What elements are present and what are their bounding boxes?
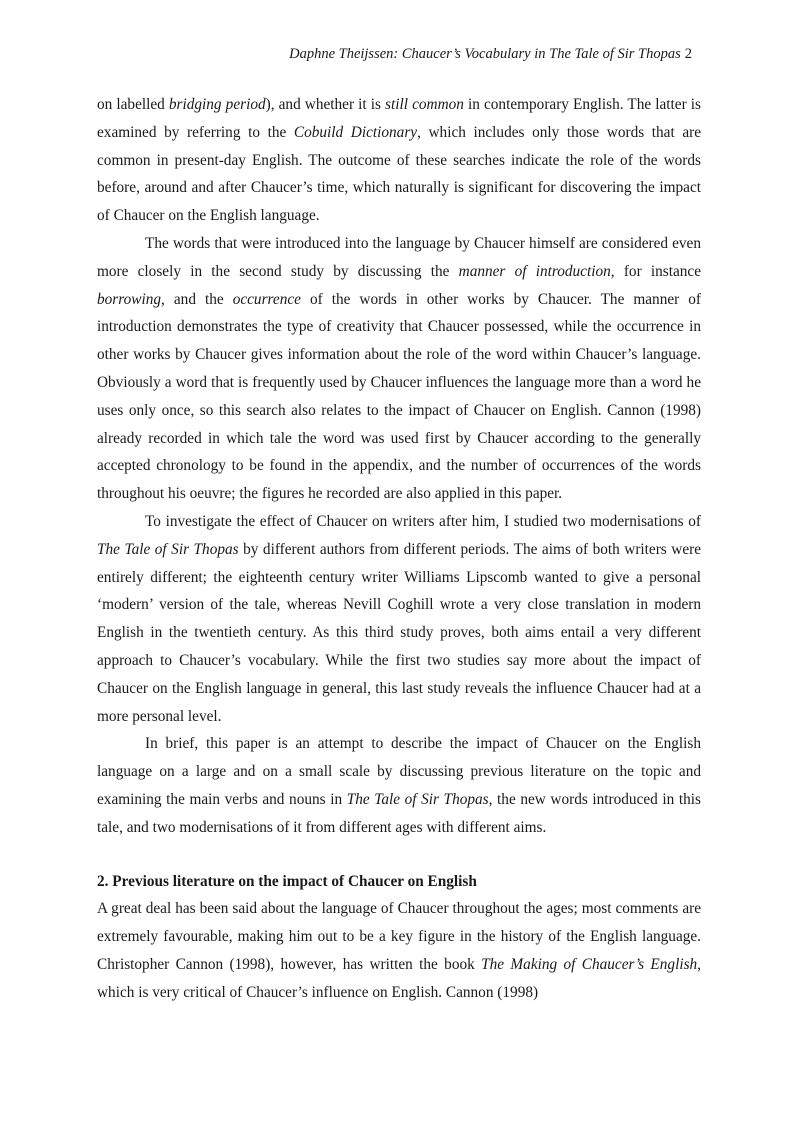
text-run: A great deal has been said about the language of Chaucer throughout the ages; most comments are extremely favourable, making him out to be a key figure in the history of the English language. Christopher Cannon (1998), however, has written the book	[97, 900, 701, 973]
paragraph-5	[97, 895, 701, 1006]
text-run: To investigate the effect of Chaucer on writers after him, I studied two modernisations of	[145, 512, 701, 530]
emphasis-manner-of-introduction: manner of introduction	[458, 262, 611, 280]
section-heading: 2. Previous literature on the impact of Chaucer on English	[97, 872, 477, 890]
text-run: , which includes only those words that are common in present-day English. The outcome of these searches indicate the role of the words before, around and after Chaucer’s time, which naturally is significant for discovering the impact of Chaucer on the English language.	[97, 123, 701, 225]
text-run: ), and whether it is	[265, 96, 386, 113]
emphasis-bridging-period: bridging period	[168, 96, 266, 113]
emphasis-book-title: The Tale of Sir Thopas	[97, 540, 239, 558]
emphasis-book-title: The Making of Chaucer’s English	[481, 955, 698, 973]
emphasis-borrowing: borrowing	[97, 290, 162, 308]
running-header	[289, 46, 692, 63]
text-run: , for instance	[610, 262, 701, 280]
text-run: by different authors from different periods. The aims of both writers were entirely different; the eighteenth century writer Williams Lipscomb wanted to give a personal ‘modern’ version of the tale, whereas Nevill Coghill wrote a very close translation in modern English in the twentieth century. As this third study proves, both aims entail a very different approach to Chaucer’s vocabulary. While the first two studies say more about the impact of Chaucer on the English language in general, this last study reveals the influence Chaucer had at a more personal level.	[97, 540, 701, 725]
emphasis-still-common: still common	[385, 96, 464, 113]
paragraph-2	[97, 230, 701, 508]
text-run: In brief, this paper is an attempt to describe the impact of Chaucer on the English language on a large and on a small scale by discussing previous literature on the topic and examining the main verbs and nouns in	[97, 735, 701, 808]
paragraph-3	[97, 508, 701, 730]
paragraph-4	[97, 730, 701, 841]
text-run: on labelled	[97, 96, 169, 113]
body-text	[97, 91, 701, 1007]
text-run: of the words in other works by Chaucer. The manner of introduction demonstrates the type of creativity that Chaucer possessed, while the occurrence in other works by Chaucer gives information about the role of the word within Chaucer’s language. Obviously a word that is frequently used by Chaucer influences the language more than a word he uses only once, so this search also relates to the impact of Chaucer on English. Cannon (1998) already recorded in which tale the word was used first by Chaucer according to the generally accepted chronology to be found in the appendix, and the number of occurrences of the words throughout his oeuvre; the figures he recorded are also applied in this paper.	[97, 290, 701, 503]
paragraph-1	[97, 91, 701, 230]
text-run: , the new words introduced in this tale, and two modernisations of it from different ages with different aims.	[97, 790, 702, 836]
emphasis-cobuild-dictionary: Cobuild Dictionary	[293, 123, 418, 141]
text-run: , and the	[161, 290, 233, 308]
text-run: , which is very critical of Chaucer’s influence on English. Cannon (1998)	[97, 955, 701, 1001]
text-run: in contemporary English. The latter is examined by referring to the	[97, 96, 701, 141]
text-run: The words that were introduced into the language by Chaucer himself are considered even more closely in the second study by discussing the	[97, 234, 701, 280]
emphasis-book-title: The Tale of Sir Thopas	[346, 790, 489, 808]
emphasis-occurrence: occurrence	[232, 290, 301, 308]
running-title: Daphne Theijssen: Chaucer’s Vocabulary in The Tale of Sir Thopas	[289, 46, 681, 62]
page-number: 2	[684, 46, 692, 62]
